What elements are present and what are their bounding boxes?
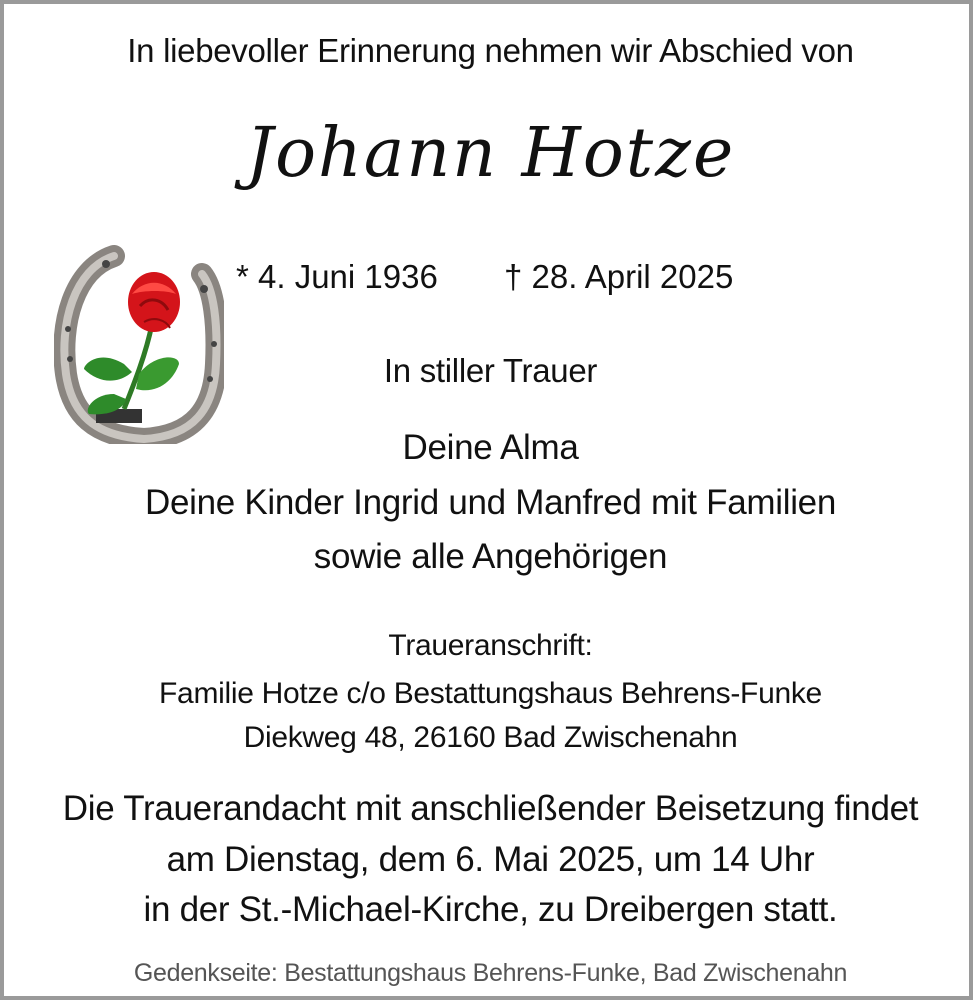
- address-heading: Traueranschrift:: [388, 629, 593, 662]
- service-line-3: in der St.-Michael-Kirche, zu Dreibergen statt.: [143, 890, 838, 929]
- service-line-2: am Dienstag, dem 6. Mai 2025, um 14 Uhr: [166, 840, 815, 879]
- service-line-1: Die Trauerandacht mit anschließender Beisetzung findet: [62, 789, 919, 828]
- family-line-1: Deine Alma: [402, 428, 579, 467]
- address-line-2: Diekweg 48, 26160 Bad Zwischenahn: [243, 721, 738, 754]
- deceased-name: Johann Hotze: [245, 114, 736, 193]
- intro-text: In liebevoller Erinnerung nehmen wir Abschied von: [127, 32, 854, 69]
- birth-date: * 4. Juni 1936: [236, 258, 438, 295]
- family-line-3: sowie alle Angehörigen: [313, 537, 668, 576]
- horseshoe-rose-icon: [54, 244, 224, 444]
- memorial-page-footer: Gedenkseite: Bestattungshaus Behrens-Funke, Bad Zwischenahn: [133, 959, 848, 987]
- deceased-name-block: [4, 114, 973, 193]
- mourning-line: In stiller Trauer: [383, 352, 598, 389]
- death-date: † 28. April 2025: [504, 258, 734, 295]
- family-line-2: Deine Kinder Ingrid und Manfred mit Familien: [144, 483, 837, 522]
- address-line-1: Familie Hotze c/o Bestattungshaus Behrens-Funke: [159, 677, 822, 710]
